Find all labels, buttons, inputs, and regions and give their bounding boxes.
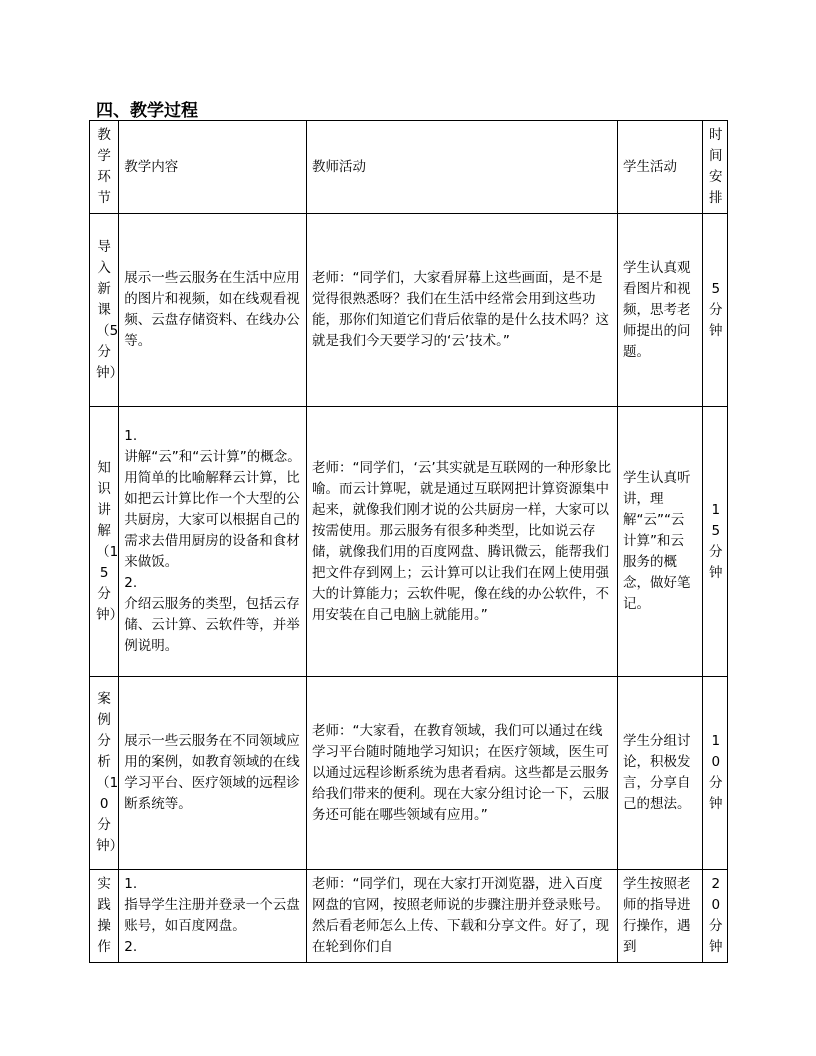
content-cell (119, 214, 307, 407)
student-cell: 学生按照老师的指导进行操作，遇到 (617, 870, 702, 963)
teacher-cell: 老师：“同学们，‘云’其实就是互联网的一种形象比喻。而云计算呢，就是通过互联网把计算资源集中起来，就像我们刚才说的公共厨房一样，大家可以按需使用。那云服务有很多种类型，比如说云存储，就像我们用的百度网盘、腾讯微云，能帮我们把文件存到网上；云计算可以让我们在网上使用强大的计算能力；云软件呢，像在线的办公软件，不用安装在自己电脑上就能用。” (307, 407, 618, 677)
header-content: 教学内容 (119, 121, 307, 214)
header-student: 学生活动 (617, 121, 702, 214)
stage-cell: 案例分析（10分钟） (90, 677, 119, 870)
content-item: 1. (124, 428, 138, 444)
content-item: 指导学生注册并登录一个云盘账号，如百度网盘。 (124, 897, 300, 934)
content-item: 用简单的比喻解释云计算，比如把云计算比作一个大型的公共厨房，大家可以根据自己的需求去借用厨房的设备和食材来做饭。 (124, 470, 300, 570)
content-item: 展示一些云服务在不同领域应用的案例，如教育领域的在线学习平台、医疗领域的远程诊断系统等。 (124, 733, 300, 812)
header-stage: 教学环节 (90, 121, 119, 214)
header-teacher: 教师活动 (307, 121, 618, 214)
content-item: 展示一些云服务在生活中应用的图片和视频，如在线观看视频、云盘存储资料、在线办公等。 (124, 270, 300, 349)
stage-cell: 导入新课（5分钟） (90, 214, 119, 407)
content-cell (119, 870, 307, 963)
time-cell: 15分钟 (702, 407, 727, 677)
content-item: 2. (124, 575, 138, 591)
time-cell: 20分钟 (702, 870, 727, 963)
table-row (90, 407, 728, 677)
stage-cell: 知识讲解（15分钟） (90, 407, 119, 677)
header-time: 时间安排 (702, 121, 727, 214)
time-cell: 10分钟 (702, 677, 727, 870)
student-cell: 学生认真观看图片和视频，思考老师提出的问题。 (617, 214, 702, 407)
content-item: 2. (124, 939, 138, 955)
table-row (90, 870, 728, 963)
content-cell (119, 407, 307, 677)
student-cell: 学生分组讨论，积极发言，分享自己的想法。 (617, 677, 702, 870)
teacher-cell: 老师：“同学们，现在大家打开浏览器，进入百度网盘的官网，按照老师说的步骤注册并登录账号。然后看老师怎么上传、下载和分享文件。好了，现在轮到你们自 (307, 870, 618, 963)
teaching-process-table (89, 120, 728, 963)
table-row (90, 214, 728, 407)
table-row (90, 677, 728, 870)
teacher-cell: 老师：“同学们，大家看屏幕上这些画面，是不是觉得很熟悉呀？我们在生活中经常会用到这些功能，那你们知道它们背后依靠的是什么技术吗？这就是我们今天要学习的‘云’技术。” (307, 214, 618, 407)
stage-cell: 实践操作 (90, 870, 119, 963)
content-cell (119, 677, 307, 870)
time-cell: 5分钟 (702, 214, 727, 407)
content-item: 1. (124, 876, 138, 892)
content-item: 讲解“云”和“云计算”的概念。 (124, 449, 301, 465)
student-cell: 学生认真听讲，理解“云”“云计算”和云服务的概念，做好笔记。 (617, 407, 702, 677)
table-header-row (90, 121, 728, 214)
teacher-cell: 老师：“大家看，在教育领域，我们可以通过在线学习平台随时随地学习知识；在医疗领域，医生可以通过远程诊断系统为患者看病。这些都是云服务给我们带来的便利。现在大家分组讨论一下，云服务还可能在哪些领域有应用。” (307, 677, 618, 870)
content-item: 介绍云服务的类型，包括云存储、云计算、云软件等，并举例说明。 (124, 596, 300, 654)
section-heading: 四、教学过程 (96, 101, 198, 121)
